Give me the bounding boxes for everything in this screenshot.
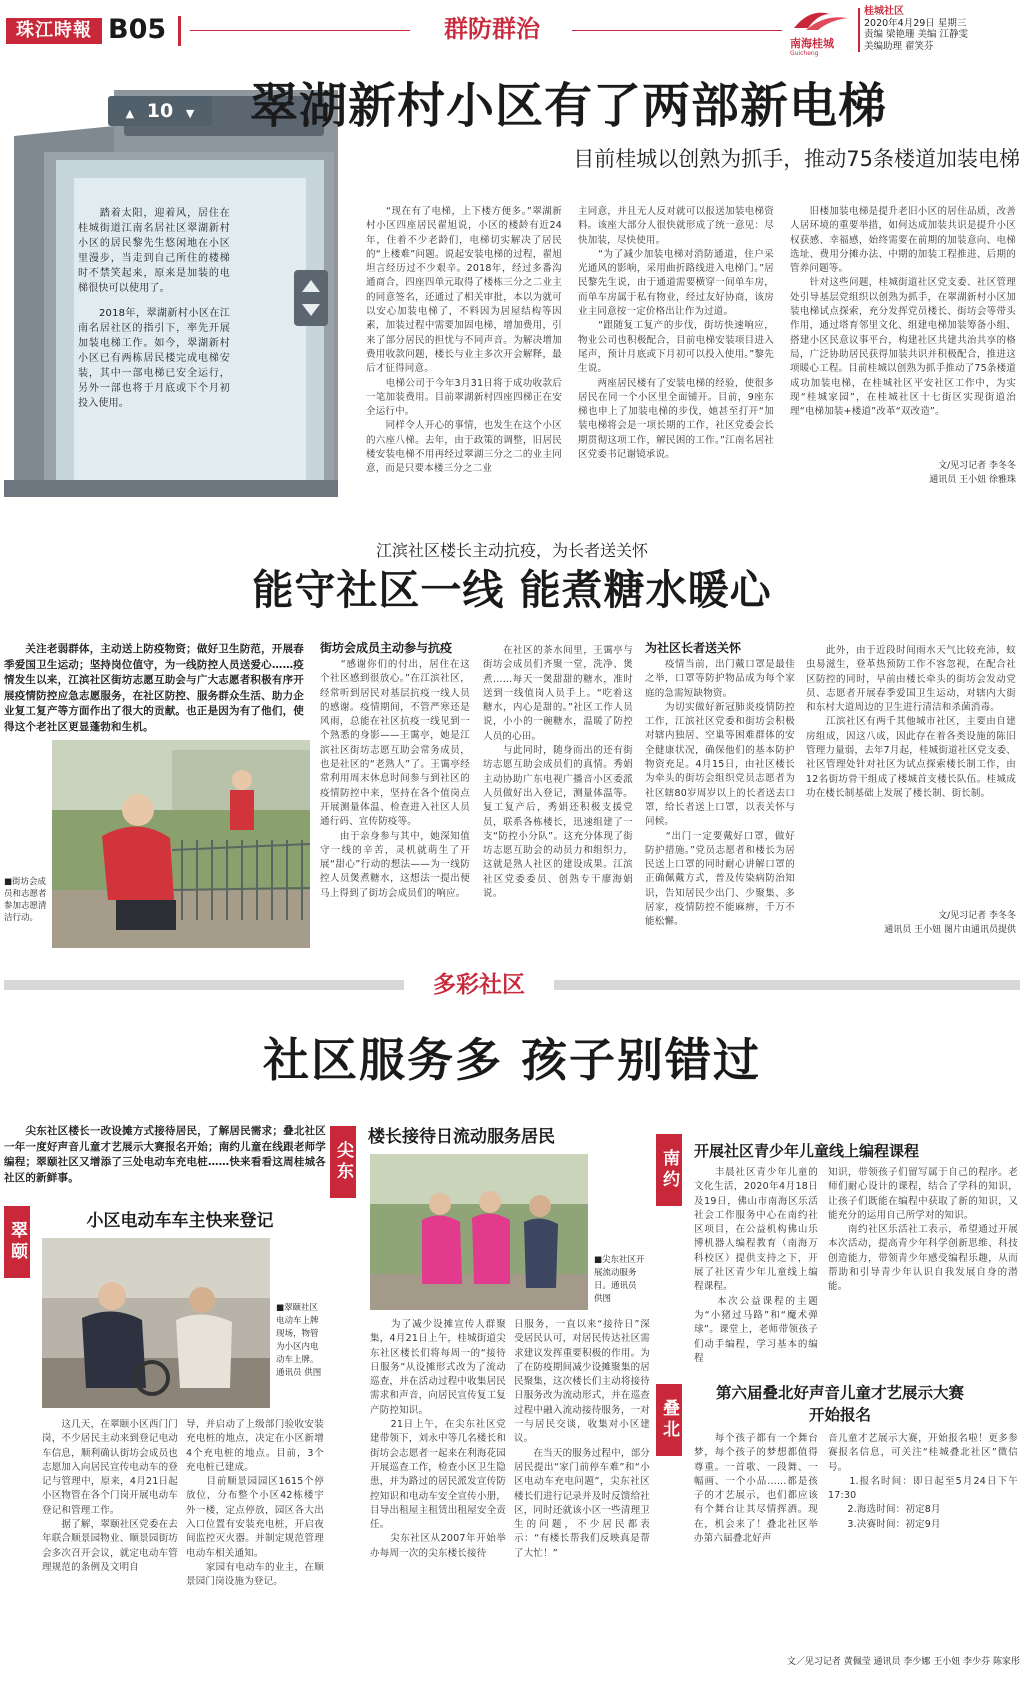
article2-photo-caption: ■街坊会成员和志愿者参加志愿清洁行动。	[4, 877, 47, 923]
editor-line: 责编 梁艳珊 美编 江静雯	[864, 29, 969, 40]
ebike-photo	[42, 1238, 270, 1408]
header-rule-left	[190, 30, 410, 31]
corner-title: 桂城社区	[864, 6, 904, 17]
jiandong-photo-caption: ■尖东社区开展流动服务日。通讯员 供图	[594, 1255, 645, 1304]
date-line: 2020年4月29日 星期三	[864, 17, 967, 29]
logo-icon	[790, 8, 852, 34]
jiandong-title: 楼长接待日流动服务居民	[368, 1127, 555, 1147]
diebei-label: 叠北	[656, 1384, 682, 1456]
cuiyi-photo	[42, 1238, 270, 1408]
logo-subtext: Guicheng	[790, 50, 819, 57]
floor-indicator	[108, 96, 212, 126]
cuiyi-title: 小区电动车车主快来登记	[86, 1211, 274, 1231]
article2-photo	[52, 740, 310, 948]
masthead: 珠江時報	[6, 18, 102, 44]
nanyue-col2: 知识，带领孩子们留写属于自己的程序。老师们耐心设计的课程，结合了学科的知识，让孩子们既能在编程中获取了新的知识，又能充分的运用自己所学对的知识。 南约社区乐活社工表示，希望通过开展本次活动，提高青少年科学创新思维、科技创造能力，带领青少年感受编程乐趣，从而帮助和引导青少年认识自我发展自身的潜能。	[828, 1167, 1018, 1293]
nanyue-col1: 丰晨社区青少年儿童的文化生活，2020年4月18日及19日，佛山市南海区乐活社会工作服务中心在南约社区项目，在公益机构佛山乐博机器人编程教育（南海万科校区）提供支持之下，开展了社区青少年儿童线上编程课程。 本次公益课程的主题为“小猪过马路”和“魔术弹球”。课堂上，老师带领孩子们动手编程，学习基本的编程	[694, 1167, 818, 1364]
section-rule-left	[4, 980, 404, 990]
section2-title: 社区服务多 孩子别错过	[262, 1033, 761, 1087]
article1-col1: “现在有了电梯，上下楼方便多。”翠湖新村小区四座居民翟旭说，小区的楼龄有近24年，住着不少老龄们，电梯切实解决了居民的“上楼难”问题。说起安装电梯的过程，翟旭坦言经历过不少艰辛。2018年，经过多番沟通商合，四座四单元取得了楼栋三分之二业主的同意签名，还通过了相关审批，本以为就可以安心加装电梯了，不料因为居屋结构等因素，加装过程中需要加固电梯，增加费用，引来了部分居民的担忧与不同声音。为解决增加费用收款问题，楼长与业主多次开会解释，最后才征得同意。 电梯公司于今年3月31日将于成功收款后一笔加装费用。目前翠湖新村四座四梯正在安全运行中。 同样令人开心的事情，也发生在这个小区的六座八梯。去年，由于政策的调整，旧居民楼安装电梯不用再经过翠湖三分之二的业主同意，而是只要本楼三分之二业	[366, 206, 562, 475]
volunteer-photo	[52, 740, 310, 948]
cuiyi-col2: 导，并启动了上级部门验收安装充电桩的地点，决定在小区新增4个充电桩的地点。目前，3个充电桩已建成。 目前顺景园园区1615个停放位，分布整个小区42栋楼宇外一楼，定点停放，园区各大出入口位置有安装充电桩，开启夜间监控灭火器。并制定规范管理电动车相关通知。 家园有电动车的业主，在顺景园门岗设施为登记。	[186, 1419, 324, 1588]
article2-byline: 文/见习记者 李冬冬	[938, 911, 1016, 921]
article2-title: 能守社区一线 能煮糖水暖心	[252, 566, 772, 614]
diebei-title: 第六届叠北好声音儿童才艺展示大赛开始报名	[716, 1384, 965, 1424]
article2-kicker: 江滨社区楼长主动抗疫，为长者送关怀	[375, 541, 648, 560]
header-divider	[178, 16, 181, 46]
section2-intro: 尖东社区楼长一改设摊方式接待居民，了解居民需求；叠北社区一年一度好声音儿童才艺展示大赛报名开始；南约儿童在线跟老师学编程；翠颐社区又增添了三处电动车充电桩……快来看看这周桂城各社区的新鲜事。	[4, 1125, 326, 1184]
header-info	[864, 6, 1022, 52]
diebei-col1: 每个孩子都有一个舞台梦，每个孩子的梦想都值得尊重。一首歌、一段舞、一幅画、一个小品……都是孩子的才艺展示，也们都应该有个舞台让其尽情挥洒。现在，机会来了！叠北社区举办第六届叠北好声	[694, 1433, 818, 1545]
article1-title: 翠湖新村小区有了两部新电梯	[250, 78, 888, 134]
section-rule-right	[554, 980, 1020, 990]
article2-col1-heading: 街坊会成员主动参与抗疫	[320, 641, 453, 655]
article1-col3: 旧楼加装电梯是提升老旧小区的居住品质，改善人居环境的重要举措，如何达成加装共识是提升小区权获感、幸福感，始终需要在前期的加装意向、电梯选址、费用分摊办法、中期的加装工程推进、后期的管养问题等。 针对这些问题，桂城街道社区党支委、社区管理处引导基层党组织以创熟为抓手，在翠湖新村小区加装电梯试点探索，充分发挥党员楼长、街坊会等带头作用，通过塔育邻里文化、组建电梯加装筹备小组、搭建小区民意议事平台，构建社区共建共治共享的格局，广泛协助居民获得加装共识并积极配合，推进这项暖心工程。目前桂城以创熟为抓手推动了75条楼道成功加装电梯，在桂城社区平安社区工作中，为实现“桂城家园”，在桂城社区十七街区实现街道治理“电梯加装+楼道”改革“双改造”。	[790, 206, 1016, 418]
article1-col2: 主同意，并且无人反对就可以报送加装电梯资料。该座大部分人很快就形成了统一意见：尽快加装，尽快使用。 “为了减少加装电梯对消防通道，住户采光通风的影响，采用曲折路线进入电梯门。”居民黎先生说，由于通道需要横穿一间单车房，而单车房属于私有物业，经过友好协商，该房业主同意按一定价格出让作为过道。 “跟随复工复产的步伐，街坊快速响应，物业公司也积极配合，目前电梯安装项目进入尾声，预计月底或下月初可以投入使用。”黎先生说。 两座居民楼有了安装电梯的经验，使很多居民在同一个小区里全面铺开。目前，9座东梯也申上了加装电梯的步伐，她甚至打开“加装电梯将会是一项长期的工作，社区党委会长期贯彻这项工作，解民困的工作。”江南名居社区党委书记谢镜承说。	[578, 206, 774, 461]
article1-lead-p1: 踏着太阳，迎着风，居住在桂城街道江南名居社区翠湖新村小区的居民黎先生悠闲地在小区里漫步，当走到自己所住的楼梯时不禁笑起来，原来是加装的电梯很快可以使用了。	[78, 208, 230, 294]
article1-subtitle: 目前桂城以创熟为抓手，推动75条楼道加装电梯	[573, 147, 1020, 171]
article1-lead-p2: 2018年，翠湖新村小区在江南名居社区的指引下，率先开展加装电梯工作。如今，翠湖新村小区已有两栋居民楼完成电梯安装，其中一部电梯已安全运行，另外一部也将于月底或下个月初投入使用。	[78, 308, 230, 409]
page-header	[0, 0, 1024, 58]
diebei-col2: 音儿童才艺展示大赛，开始报名啦！更多参赛报名信息，可关注“桂城叠北社区”微信号。 1.报名时间：即日起至5月24日下午17:30 2.海选时间：初定8月 3.决赛时间：初定9月	[828, 1433, 1018, 1530]
jiandong-col2: 日服务，一直以来“接待日”深受居民认可，对居民传达社区需求建议发挥重要积极的作用。为了在防疫期间减少设摊聚集的居民聚集，这次楼长们主动将接待日服务改为流动形式，并在巡查过程中融入流动接待服务，一对一与居民交谈，收集对小区建议。 在当天的服务过程中，部分居民提出“家门前停车难”和“小区电动车充电问题”，尖东社区楼长们进行记录并及时反馈给社区，同时还就该小区一些清理卫生的问题，不少居民都表示：“有楼长帮我们反映真是帮了大忙！”	[514, 1319, 650, 1559]
article2-col3-heading: 为社区长者送关怀	[645, 641, 742, 655]
nanyue-label: 南约	[656, 1134, 682, 1206]
cuiyi-label: 翠颐	[4, 1206, 30, 1278]
jiandong-col1: 为了减少设摊宣传人群聚集，4月21日上午，桂城街道尖东社区楼长们将每周一的“接待日服务”从设摊形式改为了流动巡查，并在活动过程中收集居民需求和声音，向居民宣传复工复产防控知识。 21日上午，在尖东社区党建带领下，刘永中等几名楼长和街坊会志愿者一起来在利海花园开展巡查工作，检查小区卫生隐患，并为路过的居民派发宣传防控知识和电动车安全宣传小册，目导出租屋主租赁出租屋安全责任。 尖东社区从2007年开始举办每周一次的尖东楼长接待	[370, 1319, 506, 1559]
article2-col4: 此外，由于近段时间雨水天气比较充沛，蚊虫易滋生，登革热预防工作不容忽视，在配合社区防控的同时，早前由楼长牵头的街坊会发动党员、志愿者开展春季爱国卫生运动，对辖内大街和东村大道周边的卫生进行清洁和杀菌消毒。 江滨社区有两千其他城市社区，主要由自建房组成，因这八成，因此存在着各类设施的陈旧管理力量弱，去年7月起，桂城街道社区党支委、社区管理处针对社区为试点探索楼长制工作，由12名街坊骨干组成了楼城首支楼长队伍。桂城成功在楼长制基础上发展了楼长制、街长制。	[806, 645, 1016, 799]
section-banner: 多彩社区	[433, 972, 525, 998]
service-day-photo	[370, 1154, 588, 1310]
page-number: B05	[108, 14, 167, 45]
article1-byline: 文/见习记者 李冬冬	[938, 461, 1016, 471]
triangle-down-icon: ▼	[185, 107, 195, 120]
floor-number: 10	[146, 100, 174, 122]
article2-col3: 疫情当前，出门戴口罩是最佳之举，口罩等防护物品成为每个家庭的急需短缺物资。 为切实做好新冠肺炎疫情防控工作，江滨社区党委和街坊会积极对辖内独居、空巢等困难群体的安全健康状况，确保他们的基本防护物资充足。4月15日，由社区楼长为牵头的街坊会组织党员志愿者为社区辖80岁周岁以上的长者送去口罩，给长者送上口罩，以表关怀与问候。 “出门一定要戴好口罩，做好防护措施。”党员志愿者和楼长为居民送上口罩的同时耐心讲解口罩的正确佩戴方式，普及传染病防治知识，告知居民少出门、少聚集、多居家，疫情防控不能麻痹，千万不能松懈。	[645, 659, 795, 928]
section-title: 群防群治	[444, 15, 540, 43]
header-rule-right	[572, 30, 782, 31]
nanyue-title: 开展社区青少年儿童线上编程课程	[694, 1142, 920, 1160]
logo-text: 南海桂城	[790, 37, 834, 50]
article2-byline-2: 通讯员 王小妞 图片由通讯员提供	[884, 925, 1016, 935]
triangle-up-icon: ▲	[125, 107, 135, 120]
header-info-divider	[858, 8, 860, 52]
article1-byline-2: 通讯员 王小妞 徐雅珠	[929, 475, 1016, 485]
jiandong-photo	[370, 1154, 588, 1310]
section2-byline: 文／见习记者 黄佩莹 通讯员 李少娜 王小妞 李少芬 陈家彤	[786, 1657, 1020, 1667]
cuiyi-photo-caption: ■翠颐社区电动车上牌现场，物管为小区内电动车上牌。通讯员 供图	[276, 1303, 322, 1378]
article2-col2: 在社区的茶水间里，王霭亭与街坊会成员们齐聚一堂，洗净、煲煮……每天一煲甜甜的糖水，准时送到一线值岗人员手上。“吃着这糖水，内心是甜的。”社区工作人员说，小小的一碗糖水，温暖了防控人员的心田。 与此同时，随身而出的还有街坊志愿互助会成员们的真情。秀娟主动协助广东电视广播音小区委派人员做好出入登记，测量体温等。复工复产后，秀娟还积极支援党员，联系各栋楼长，迅速组建了一支“防控小分队”。这充分体现了街坊志愿互助会的动员力和组织力，这就是熟人社区的建设成果。江滨社区党委委员、创熟专干廖海娟说。	[483, 645, 633, 900]
article2-col1: “感谢你们的付出，居住在这个社区感到很放心。”在江滨社区，经常听到居民对基层抗疫一线人员的感谢。疫情期间，不管严寒还是风雨，总能在社区抗疫一线见到一个熟悉的身影——王霭亭，她是江滨社区街坊志愿互助会常务成员，也是社区的“老熟人”了。王霭亭经常利用周末休息时间参与到社区的疫情防控中来，坚持在各个值岗点开展测量体温、检查进入社区人员通行码、宣传防疫等。 由于亲身参与其中，她深知值守一线的辛苦，灵机就萌生了开展“甜心”行动的想法——为一线防控人员煲煮糖水，这想法一提出便马上得到了街坊会成员们的响应。	[320, 659, 470, 899]
assistant-line: 美编助理 翟笑芬	[864, 40, 934, 52]
cuiyi-col1: 这几天，在翠颐小区西门门岗，不少居民主动来到登记电动车信息，顺利确认街坊会成员也志愿加入向居民宣传电动车的登记与管理中，原来，4月21日起小区物管在各个门岗开展电动车登记和管理工作。 据了解，翠颐社区党委在去年联合顺景园物业、顺景园街坊会多次召开会议，就定电动车管理规范的条例及文明自	[42, 1419, 178, 1573]
logo	[790, 8, 852, 57]
jiandong-label: 尖东	[330, 1126, 356, 1198]
article2-lead: 关注老弱群体，主动送上防疫物资；做好卫生防范，开展春季爱国卫生运动；坚持岗位值守，为一线防控人员送爱心……疫情发生以来，江滨社区街坊志愿互助会与广大志愿者积极有序开展疫情防控应急志愿服务，在社区防控、服务群众生活、助力企业复工复产等方面作出了很大的贡献。也正是因为有了他们，使得这个老社区更显蓬勃和生机。	[4, 643, 304, 733]
